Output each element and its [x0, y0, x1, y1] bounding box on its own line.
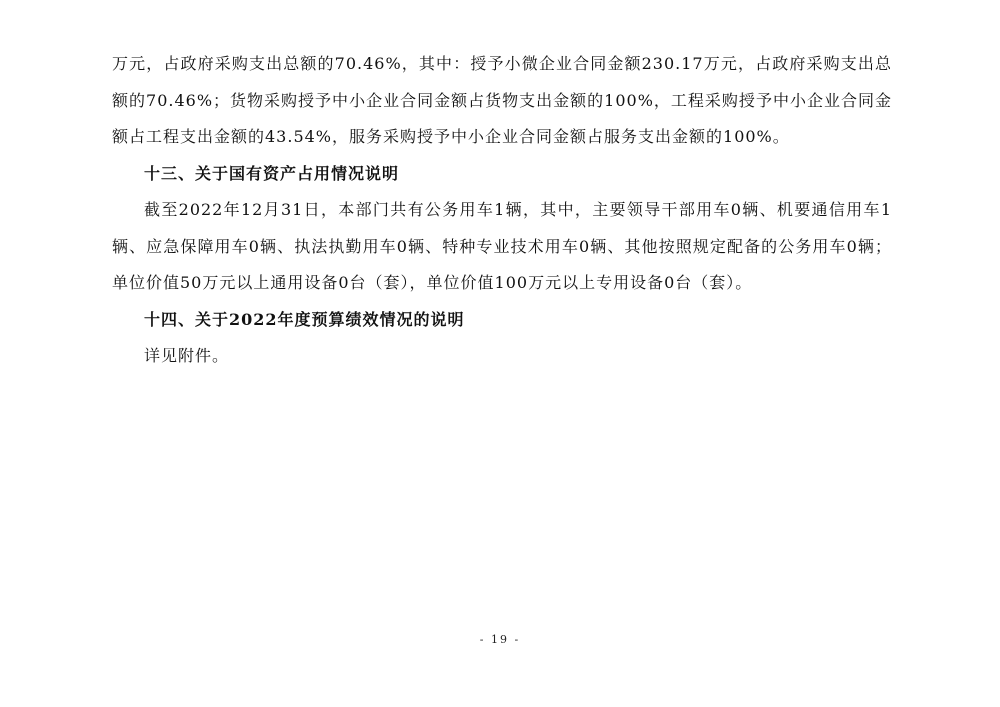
document-body: [112, 46, 892, 375]
continuation-paragraph: 万元，占政府采购支出总额的70.46%，其中：授予小微企业合同金额230.17万元，占政府采购支出总额的70.46%；货物采购授予中小企业合同金额占货物支出金额的100%，工程采购授予中小企业合同金额占工程支出金额的43.54%，服务采购授予中小企业合同金额占服务支出金额的100%。: [112, 54, 892, 146]
page-number: - 19 -: [479, 633, 521, 646]
section-14-body: 详见附件。: [144, 346, 230, 365]
section-13-heading: 十三、关于国有资产占用情况说明: [144, 163, 400, 183]
section-14-heading: 十四、关于2022年度预算绩效情况的说明: [144, 309, 465, 329]
section-13-body: 截至2022年12月31日，本部门共有公务用车1辆，其中，主要领导干部用车0辆、机要通信用车1辆、应急保障用车0辆、执法执勤用车0辆、特种专业技术用车0辆、其他按照规定配备的公务用车0辆；单位价值50万元以上通用设备0台（套），单位价值100万元以上专用设备0台（套）。: [112, 200, 892, 292]
